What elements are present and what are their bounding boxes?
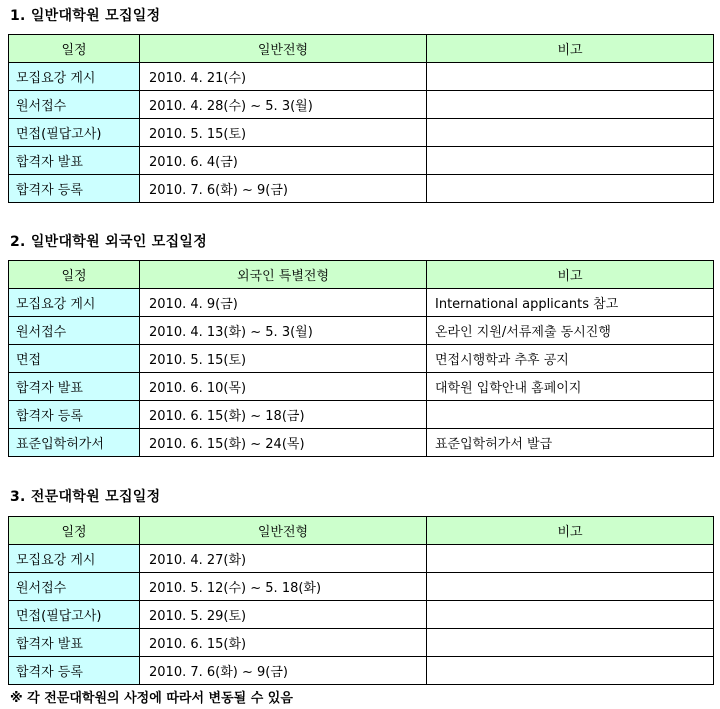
table-row xyxy=(9,175,714,203)
row-label: 면접 xyxy=(9,345,140,373)
table-row xyxy=(9,289,714,317)
row-note: 대학원 입학안내 홈페이지 xyxy=(427,373,714,401)
table-row xyxy=(9,429,714,457)
row-note: 면접시행학과 추후 공지 xyxy=(427,345,714,373)
row-label: 합격자 발표 xyxy=(9,373,140,401)
row-label: 표준입학허가서 xyxy=(9,429,140,457)
table-row xyxy=(9,119,714,147)
row-label: 모집요강 게시 xyxy=(9,545,140,573)
row-note xyxy=(427,601,714,629)
row-label: 원서접수 xyxy=(9,317,140,345)
section-1-title: 1. 일반대학원 모집일정 xyxy=(10,8,161,24)
row-note xyxy=(427,147,714,175)
row-date: 2010. 5. 29(토) xyxy=(140,601,427,629)
footnote: ※ 각 전문대학원의 사정에 따라서 변동될 수 있음 xyxy=(10,691,293,706)
row-date: 2010. 4. 28(수) ~ 5. 3(월) xyxy=(140,91,427,119)
header-schedule: 일정 xyxy=(9,517,140,545)
table-row xyxy=(9,373,714,401)
section-3-title: 3. 전문대학원 모집일정 xyxy=(10,489,161,505)
row-note: 표준입학허가서 발급 xyxy=(427,429,714,457)
row-note xyxy=(427,175,714,203)
header-note: 비고 xyxy=(427,517,714,545)
row-note xyxy=(427,573,714,601)
row-date: 2010. 6. 4(금) xyxy=(140,147,427,175)
row-label: 합격자 발표 xyxy=(9,629,140,657)
row-note xyxy=(427,657,714,685)
table-row xyxy=(9,401,714,429)
row-label: 합격자 등록 xyxy=(9,657,140,685)
row-label: 원서접수 xyxy=(9,573,140,601)
row-date: 2010. 7. 6(화) ~ 9(금) xyxy=(140,657,427,685)
row-label: 모집요강 게시 xyxy=(9,289,140,317)
row-note xyxy=(427,119,714,147)
row-date: 2010. 7. 6(화) ~ 9(금) xyxy=(140,175,427,203)
row-date: 2010. 4. 9(금) xyxy=(140,289,427,317)
row-label: 모집요강 게시 xyxy=(9,63,140,91)
table-row xyxy=(9,147,714,175)
table-row xyxy=(9,545,714,573)
header-schedule: 일정 xyxy=(9,261,140,289)
row-note xyxy=(427,401,714,429)
header-type: 외국인 특별전형 xyxy=(140,261,427,289)
row-note: International applicants 참고 xyxy=(427,289,714,317)
row-label: 합격자 등록 xyxy=(9,175,140,203)
table-header-row xyxy=(9,261,714,289)
section-1-table xyxy=(8,34,714,203)
table-row xyxy=(9,63,714,91)
row-date: 2010. 6. 10(목) xyxy=(140,373,427,401)
table-row xyxy=(9,317,714,345)
header-note: 비고 xyxy=(427,261,714,289)
row-label: 면접(필답고사) xyxy=(9,601,140,629)
table-header-row xyxy=(9,35,714,63)
header-schedule: 일정 xyxy=(9,35,140,63)
row-note: 온라인 지원/서류제출 동시진행 xyxy=(427,317,714,345)
row-date: 2010. 4. 13(화) ~ 5. 3(월) xyxy=(140,317,427,345)
table-row xyxy=(9,91,714,119)
header-type: 일반전형 xyxy=(140,517,427,545)
row-date: 2010. 6. 15(화) ~ 24(목) xyxy=(140,429,427,457)
table-row xyxy=(9,629,714,657)
row-date: 2010. 5. 12(수) ~ 5. 18(화) xyxy=(140,573,427,601)
row-label: 합격자 등록 xyxy=(9,401,140,429)
header-note: 비고 xyxy=(427,35,714,63)
row-note xyxy=(427,63,714,91)
row-date: 2010. 4. 27(화) xyxy=(140,545,427,573)
row-date: 2010. 5. 15(토) xyxy=(140,119,427,147)
row-label: 합격자 발표 xyxy=(9,147,140,175)
section-2-table xyxy=(8,260,714,457)
table-header-row xyxy=(9,517,714,545)
row-date: 2010. 5. 15(토) xyxy=(140,345,427,373)
row-date: 2010. 6. 15(화) xyxy=(140,629,427,657)
row-label: 원서접수 xyxy=(9,91,140,119)
row-date: 2010. 6. 15(화) ~ 18(금) xyxy=(140,401,427,429)
section-3-table xyxy=(8,516,714,685)
table-row xyxy=(9,657,714,685)
row-date: 2010. 4. 21(수) xyxy=(140,63,427,91)
row-label: 면접(필답고사) xyxy=(9,119,140,147)
section-2-title: 2. 일반대학원 외국인 모집일정 xyxy=(10,234,208,250)
table-row xyxy=(9,601,714,629)
table-row xyxy=(9,573,714,601)
row-note xyxy=(427,545,714,573)
table-row xyxy=(9,345,714,373)
header-type: 일반전형 xyxy=(140,35,427,63)
row-note xyxy=(427,91,714,119)
row-note xyxy=(427,629,714,657)
